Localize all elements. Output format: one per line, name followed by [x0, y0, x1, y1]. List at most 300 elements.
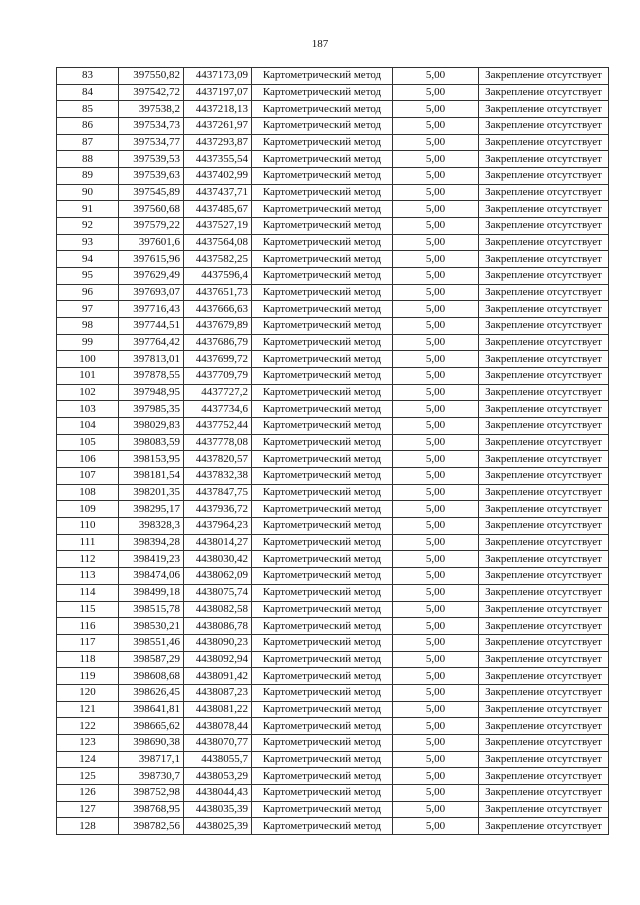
fixing-cell: Закрепление отсутствует — [479, 718, 609, 735]
fixing-cell: Закрепление отсутствует — [479, 251, 609, 268]
x-coordinate-cell: 397744,51 — [119, 318, 184, 335]
point-number-cell: 101 — [57, 368, 119, 385]
table-row — [57, 384, 609, 401]
method-cell: Картометрический метод — [252, 734, 393, 751]
fixing-cell: Закрепление отсутствует — [479, 134, 609, 151]
point-number-cell: 106 — [57, 451, 119, 468]
method-cell: Картометрический метод — [252, 534, 393, 551]
method-cell: Картометрический метод — [252, 234, 393, 251]
fixing-cell: Закрепление отсутствует — [479, 701, 609, 718]
fixing-cell: Закрепление отсутствует — [479, 651, 609, 668]
x-coordinate-cell: 397538,2 — [119, 101, 184, 118]
accuracy-cell: 5,00 — [393, 751, 479, 768]
table-row — [57, 651, 609, 668]
page-number: 187 — [311, 38, 329, 50]
table-row — [57, 151, 609, 168]
method-cell: Картометрический метод — [252, 484, 393, 501]
y-coordinate-cell: 4437485,67 — [184, 201, 252, 218]
point-number-cell: 123 — [57, 734, 119, 751]
fixing-cell: Закрепление отсутствует — [479, 401, 609, 418]
accuracy-cell: 5,00 — [393, 434, 479, 451]
x-coordinate-cell: 397948,95 — [119, 384, 184, 401]
method-cell: Картометрический метод — [252, 668, 393, 685]
y-coordinate-cell: 4438078,44 — [184, 718, 252, 735]
accuracy-cell: 5,00 — [393, 684, 479, 701]
method-cell: Картометрический метод — [252, 218, 393, 235]
y-coordinate-cell: 4437173,09 — [184, 68, 252, 85]
method-cell: Картометрический метод — [252, 284, 393, 301]
y-coordinate-cell: 4437778,08 — [184, 434, 252, 451]
table-row — [57, 518, 609, 535]
table-row — [57, 568, 609, 585]
y-coordinate-cell: 4437679,89 — [184, 318, 252, 335]
method-cell: Картометрический метод — [252, 201, 393, 218]
table-row — [57, 284, 609, 301]
fixing-cell: Закрепление отсутствует — [479, 68, 609, 85]
method-cell: Картометрический метод — [252, 301, 393, 318]
x-coordinate-cell: 398768,95 — [119, 801, 184, 818]
fixing-cell: Закрепление отсутствует — [479, 351, 609, 368]
table-row — [57, 584, 609, 601]
method-cell: Картометрический метод — [252, 501, 393, 518]
table-row — [57, 68, 609, 85]
x-coordinate-cell: 398515,78 — [119, 601, 184, 618]
point-number-cell: 104 — [57, 418, 119, 435]
table-row — [57, 368, 609, 385]
table-row — [57, 451, 609, 468]
accuracy-cell: 5,00 — [393, 484, 479, 501]
table-row — [57, 351, 609, 368]
x-coordinate-cell: 398201,35 — [119, 484, 184, 501]
y-coordinate-cell: 4438081,22 — [184, 701, 252, 718]
method-cell: Картометрический метод — [252, 401, 393, 418]
fixing-cell: Закрепление отсутствует — [479, 184, 609, 201]
y-coordinate-cell: 4438082,58 — [184, 601, 252, 618]
x-coordinate-cell: 398752,98 — [119, 784, 184, 801]
fixing-cell: Закрепление отсутствует — [479, 418, 609, 435]
method-cell: Картометрический метод — [252, 768, 393, 785]
method-cell: Картометрический метод — [252, 184, 393, 201]
y-coordinate-cell: 4437709,79 — [184, 368, 252, 385]
accuracy-cell: 5,00 — [393, 818, 479, 835]
point-number-cell: 85 — [57, 101, 119, 118]
x-coordinate-cell: 398029,83 — [119, 418, 184, 435]
y-coordinate-cell: 4437832,38 — [184, 468, 252, 485]
accuracy-cell: 5,00 — [393, 551, 479, 568]
x-coordinate-cell: 398181,54 — [119, 468, 184, 485]
accuracy-cell: 5,00 — [393, 68, 479, 85]
table-row — [57, 734, 609, 751]
y-coordinate-cell: 4438055,7 — [184, 751, 252, 768]
x-coordinate-cell: 398419,23 — [119, 551, 184, 568]
point-number-cell: 117 — [57, 634, 119, 651]
table-row — [57, 168, 609, 185]
table-row — [57, 701, 609, 718]
point-number-cell: 102 — [57, 384, 119, 401]
y-coordinate-cell: 4438090,23 — [184, 634, 252, 651]
accuracy-cell: 5,00 — [393, 568, 479, 585]
x-coordinate-cell: 397534,73 — [119, 118, 184, 135]
y-coordinate-cell: 4438087,23 — [184, 684, 252, 701]
x-coordinate-cell: 397629,49 — [119, 268, 184, 285]
table-row — [57, 201, 609, 218]
point-number-cell: 97 — [57, 301, 119, 318]
y-coordinate-cell: 4437964,23 — [184, 518, 252, 535]
y-coordinate-cell: 4438035,39 — [184, 801, 252, 818]
table-row — [57, 118, 609, 135]
x-coordinate-cell: 398717,1 — [119, 751, 184, 768]
table-row — [57, 218, 609, 235]
point-number-cell: 90 — [57, 184, 119, 201]
fixing-cell: Закрепление отсутствует — [479, 684, 609, 701]
table-row — [57, 334, 609, 351]
table-row — [57, 768, 609, 785]
table-row — [57, 484, 609, 501]
point-number-cell: 99 — [57, 334, 119, 351]
table-row — [57, 268, 609, 285]
method-cell: Картометрический метод — [252, 151, 393, 168]
accuracy-cell: 5,00 — [393, 384, 479, 401]
fixing-cell: Закрепление отсутствует — [479, 534, 609, 551]
point-number-cell: 118 — [57, 651, 119, 668]
method-cell: Картометрический метод — [252, 168, 393, 185]
accuracy-cell: 5,00 — [393, 101, 479, 118]
table-row — [57, 818, 609, 835]
fixing-cell: Закрепление отсутствует — [479, 384, 609, 401]
accuracy-cell: 5,00 — [393, 668, 479, 685]
method-cell: Картометрический метод — [252, 684, 393, 701]
point-number-cell: 83 — [57, 68, 119, 85]
x-coordinate-cell: 398295,17 — [119, 501, 184, 518]
table-row — [57, 434, 609, 451]
table-row — [57, 618, 609, 635]
accuracy-cell: 5,00 — [393, 201, 479, 218]
method-cell: Картометрический метод — [252, 618, 393, 635]
point-number-cell: 116 — [57, 618, 119, 635]
y-coordinate-cell: 4437734,6 — [184, 401, 252, 418]
table-row — [57, 601, 609, 618]
y-coordinate-cell: 4438070,77 — [184, 734, 252, 751]
fixing-cell: Закрепление отсутствует — [479, 334, 609, 351]
x-coordinate-cell: 398665,62 — [119, 718, 184, 735]
table-row — [57, 251, 609, 268]
y-coordinate-cell: 4437564,08 — [184, 234, 252, 251]
point-number-cell: 111 — [57, 534, 119, 551]
table-row — [57, 684, 609, 701]
accuracy-cell: 5,00 — [393, 701, 479, 718]
method-cell: Картометрический метод — [252, 584, 393, 601]
method-cell: Картометрический метод — [252, 718, 393, 735]
x-coordinate-cell: 398641,81 — [119, 701, 184, 718]
x-coordinate-cell: 397550,82 — [119, 68, 184, 85]
fixing-cell: Закрепление отсутствует — [479, 451, 609, 468]
fixing-cell: Закрепление отсутствует — [479, 634, 609, 651]
x-coordinate-cell: 398083,59 — [119, 434, 184, 451]
y-coordinate-cell: 4437727,2 — [184, 384, 252, 401]
fixing-cell: Закрепление отсутствует — [479, 301, 609, 318]
table-row — [57, 234, 609, 251]
fixing-cell: Закрепление отсутствует — [479, 318, 609, 335]
x-coordinate-cell: 398394,28 — [119, 534, 184, 551]
x-coordinate-cell: 398730,7 — [119, 768, 184, 785]
table-row — [57, 534, 609, 551]
point-number-cell: 110 — [57, 518, 119, 535]
method-cell: Картометрический метод — [252, 751, 393, 768]
table-row — [57, 551, 609, 568]
fixing-cell: Закрепление отсутствует — [479, 784, 609, 801]
accuracy-cell: 5,00 — [393, 368, 479, 385]
accuracy-cell: 5,00 — [393, 518, 479, 535]
point-number-cell: 100 — [57, 351, 119, 368]
x-coordinate-cell: 398782,56 — [119, 818, 184, 835]
point-number-cell: 107 — [57, 468, 119, 485]
table-row — [57, 301, 609, 318]
point-number-cell: 113 — [57, 568, 119, 585]
x-coordinate-cell: 397601,6 — [119, 234, 184, 251]
x-coordinate-cell: 397693,07 — [119, 284, 184, 301]
table-row — [57, 84, 609, 101]
method-cell: Картометрический метод — [252, 634, 393, 651]
y-coordinate-cell: 4437218,13 — [184, 101, 252, 118]
point-number-cell: 84 — [57, 84, 119, 101]
table-row — [57, 318, 609, 335]
y-coordinate-cell: 4437820,57 — [184, 451, 252, 468]
fixing-cell: Закрепление отсутствует — [479, 218, 609, 235]
accuracy-cell: 5,00 — [393, 718, 479, 735]
accuracy-cell: 5,00 — [393, 401, 479, 418]
point-number-cell: 88 — [57, 151, 119, 168]
table-row — [57, 634, 609, 651]
method-cell: Картометрический метод — [252, 784, 393, 801]
y-coordinate-cell: 4437686,79 — [184, 334, 252, 351]
fixing-cell: Закрепление отсутствует — [479, 668, 609, 685]
table-row — [57, 751, 609, 768]
fixing-cell: Закрепление отсутствует — [479, 284, 609, 301]
method-cell: Картометрический метод — [252, 518, 393, 535]
point-number-cell: 109 — [57, 501, 119, 518]
accuracy-cell: 5,00 — [393, 318, 479, 335]
y-coordinate-cell: 4437197,07 — [184, 84, 252, 101]
x-coordinate-cell: 398530,21 — [119, 618, 184, 635]
point-number-cell: 125 — [57, 768, 119, 785]
fixing-cell: Закрепление отсутствует — [479, 234, 609, 251]
y-coordinate-cell: 4437582,25 — [184, 251, 252, 268]
x-coordinate-cell: 397539,63 — [119, 168, 184, 185]
point-number-cell: 86 — [57, 118, 119, 135]
method-cell: Картометрический метод — [252, 801, 393, 818]
point-number-cell: 96 — [57, 284, 119, 301]
y-coordinate-cell: 4438053,29 — [184, 768, 252, 785]
y-coordinate-cell: 4438091,42 — [184, 668, 252, 685]
x-coordinate-cell: 397579,22 — [119, 218, 184, 235]
y-coordinate-cell: 4437651,73 — [184, 284, 252, 301]
x-coordinate-cell: 398474,06 — [119, 568, 184, 585]
method-cell: Картометрический метод — [252, 468, 393, 485]
fixing-cell: Закрепление отсутствует — [479, 84, 609, 101]
y-coordinate-cell: 4437437,71 — [184, 184, 252, 201]
method-cell: Картометрический метод — [252, 368, 393, 385]
table-row — [57, 801, 609, 818]
fixing-cell: Закрепление отсутствует — [479, 468, 609, 485]
method-cell: Картометрический метод — [252, 351, 393, 368]
method-cell: Картометрический метод — [252, 551, 393, 568]
y-coordinate-cell: 4438092,94 — [184, 651, 252, 668]
y-coordinate-cell: 4437261,97 — [184, 118, 252, 135]
y-coordinate-cell: 4438025,39 — [184, 818, 252, 835]
accuracy-cell: 5,00 — [393, 351, 479, 368]
point-number-cell: 98 — [57, 318, 119, 335]
method-cell: Картометрический метод — [252, 68, 393, 85]
point-number-cell: 127 — [57, 801, 119, 818]
accuracy-cell: 5,00 — [393, 218, 479, 235]
y-coordinate-cell: 4438062,09 — [184, 568, 252, 585]
coordinates-table — [56, 67, 609, 835]
x-coordinate-cell: 398626,45 — [119, 684, 184, 701]
method-cell: Картометрический метод — [252, 251, 393, 268]
x-coordinate-cell: 398328,3 — [119, 518, 184, 535]
method-cell: Картометрический метод — [252, 84, 393, 101]
x-coordinate-cell: 397764,42 — [119, 334, 184, 351]
point-number-cell: 115 — [57, 601, 119, 618]
accuracy-cell: 5,00 — [393, 234, 479, 251]
y-coordinate-cell: 4437355,54 — [184, 151, 252, 168]
fixing-cell: Закрепление отсутствует — [479, 368, 609, 385]
fixing-cell: Закрепление отсутствует — [479, 151, 609, 168]
fixing-cell: Закрепление отсутствует — [479, 168, 609, 185]
method-cell: Картометрический метод — [252, 318, 393, 335]
x-coordinate-cell: 398608,68 — [119, 668, 184, 685]
method-cell: Картометрический метод — [252, 818, 393, 835]
point-number-cell: 119 — [57, 668, 119, 685]
point-number-cell: 108 — [57, 484, 119, 501]
point-number-cell: 103 — [57, 401, 119, 418]
fixing-cell: Закрепление отсутствует — [479, 768, 609, 785]
method-cell: Картометрический метод — [252, 384, 393, 401]
accuracy-cell: 5,00 — [393, 734, 479, 751]
fixing-cell: Закрепление отсутствует — [479, 734, 609, 751]
method-cell: Картометрический метод — [252, 134, 393, 151]
accuracy-cell: 5,00 — [393, 168, 479, 185]
point-number-cell: 122 — [57, 718, 119, 735]
y-coordinate-cell: 4437847,75 — [184, 484, 252, 501]
method-cell: Картометрический метод — [252, 334, 393, 351]
accuracy-cell: 5,00 — [393, 651, 479, 668]
point-number-cell: 120 — [57, 684, 119, 701]
fixing-cell: Закрепление отсутствует — [479, 751, 609, 768]
fixing-cell: Закрепление отсутствует — [479, 601, 609, 618]
accuracy-cell: 5,00 — [393, 251, 479, 268]
accuracy-cell: 5,00 — [393, 634, 479, 651]
fixing-cell: Закрепление отсутствует — [479, 501, 609, 518]
accuracy-cell: 5,00 — [393, 468, 479, 485]
y-coordinate-cell: 4437596,4 — [184, 268, 252, 285]
x-coordinate-cell: 398551,46 — [119, 634, 184, 651]
table-row — [57, 668, 609, 685]
x-coordinate-cell: 397615,96 — [119, 251, 184, 268]
table-row — [57, 418, 609, 435]
point-number-cell: 121 — [57, 701, 119, 718]
fixing-cell: Закрепление отсутствует — [479, 818, 609, 835]
method-cell: Картометрический метод — [252, 651, 393, 668]
accuracy-cell: 5,00 — [393, 284, 479, 301]
y-coordinate-cell: 4438086,78 — [184, 618, 252, 635]
fixing-cell: Закрепление отсутствует — [479, 551, 609, 568]
fixing-cell: Закрепление отсутствует — [479, 584, 609, 601]
y-coordinate-cell: 4438044,43 — [184, 784, 252, 801]
table-row — [57, 718, 609, 735]
fixing-cell: Закрепление отсутствует — [479, 568, 609, 585]
point-number-cell: 87 — [57, 134, 119, 151]
fixing-cell: Закрепление отсутствует — [479, 268, 609, 285]
x-coordinate-cell: 397534,77 — [119, 134, 184, 151]
table-row — [57, 784, 609, 801]
y-coordinate-cell: 4437402,99 — [184, 168, 252, 185]
accuracy-cell: 5,00 — [393, 334, 479, 351]
x-coordinate-cell: 397542,72 — [119, 84, 184, 101]
accuracy-cell: 5,00 — [393, 501, 479, 518]
method-cell: Картометрический метод — [252, 701, 393, 718]
fixing-cell: Закрепление отсутствует — [479, 101, 609, 118]
accuracy-cell: 5,00 — [393, 84, 479, 101]
accuracy-cell: 5,00 — [393, 151, 479, 168]
accuracy-cell: 5,00 — [393, 418, 479, 435]
accuracy-cell: 5,00 — [393, 268, 479, 285]
table-row — [57, 134, 609, 151]
fixing-cell: Закрепление отсутствует — [479, 518, 609, 535]
point-number-cell: 91 — [57, 201, 119, 218]
fixing-cell: Закрепление отсутствует — [479, 801, 609, 818]
method-cell: Картометрический метод — [252, 101, 393, 118]
point-number-cell: 95 — [57, 268, 119, 285]
y-coordinate-cell: 4437752,44 — [184, 418, 252, 435]
method-cell: Картометрический метод — [252, 451, 393, 468]
coordinates-table-body — [57, 68, 609, 835]
accuracy-cell: 5,00 — [393, 601, 479, 618]
table-row — [57, 184, 609, 201]
x-coordinate-cell: 397985,35 — [119, 401, 184, 418]
point-number-cell: 126 — [57, 784, 119, 801]
x-coordinate-cell: 397878,55 — [119, 368, 184, 385]
fixing-cell: Закрепление отсутствует — [479, 434, 609, 451]
x-coordinate-cell: 397813,01 — [119, 351, 184, 368]
fixing-cell: Закрепление отсутствует — [479, 618, 609, 635]
point-number-cell: 105 — [57, 434, 119, 451]
y-coordinate-cell: 4437293,87 — [184, 134, 252, 151]
y-coordinate-cell: 4437666,63 — [184, 301, 252, 318]
y-coordinate-cell: 4437699,72 — [184, 351, 252, 368]
point-number-cell: 112 — [57, 551, 119, 568]
x-coordinate-cell: 398499,18 — [119, 584, 184, 601]
y-coordinate-cell: 4438014,27 — [184, 534, 252, 551]
table-row — [57, 101, 609, 118]
method-cell: Картометрический метод — [252, 268, 393, 285]
fixing-cell: Закрепление отсутствует — [479, 201, 609, 218]
table-row — [57, 501, 609, 518]
y-coordinate-cell: 4438075,74 — [184, 584, 252, 601]
method-cell: Картометрический метод — [252, 418, 393, 435]
point-number-cell: 89 — [57, 168, 119, 185]
y-coordinate-cell: 4437936,72 — [184, 501, 252, 518]
method-cell: Картометрический метод — [252, 434, 393, 451]
accuracy-cell: 5,00 — [393, 801, 479, 818]
accuracy-cell: 5,00 — [393, 618, 479, 635]
accuracy-cell: 5,00 — [393, 184, 479, 201]
point-number-cell: 114 — [57, 584, 119, 601]
x-coordinate-cell: 397560,68 — [119, 201, 184, 218]
x-coordinate-cell: 397539,53 — [119, 151, 184, 168]
x-coordinate-cell: 398587,29 — [119, 651, 184, 668]
fixing-cell: Закрепление отсутствует — [479, 118, 609, 135]
